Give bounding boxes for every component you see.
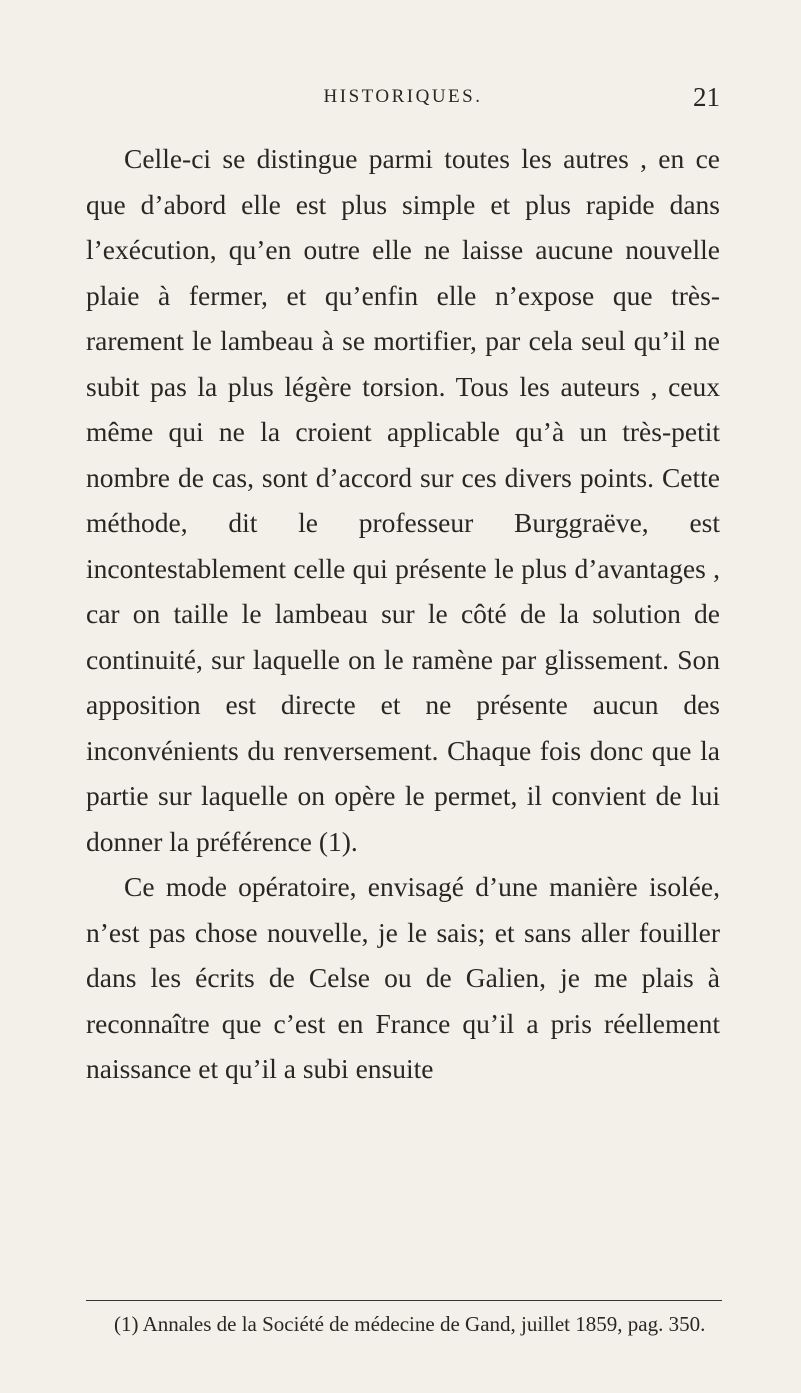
footnote: (1) Annales de la Société de médecine de Gand, juillet 1859, pag. 350. xyxy=(114,1312,706,1336)
body-text xyxy=(86,136,720,1092)
running-title: HISTORIQUES. xyxy=(323,86,483,107)
paragraph: Celle-ci se distingue parmi toutes les autres , en ce que d’abord elle est plus simple et plus rapide dans l’exécution, qu’en outre elle ne laisse aucune nouvelle plaie à fermer, et qu’enfin elle n’expose que très-rarement le lambeau à se mortifier, par cela seul qu’il ne subit pas la plus légère torsion. Tous les auteurs , ceux même qui ne la croient applicable qu’à un très-petit nombre de cas, sont d’accord sur ces divers points. Cette méthode, dit le professeur Burggraëve, est incontestablement celle qui présente le plus d’avantages , car on taille le lambeau sur le côté de la solution de continuité, sur laquelle on le ramène par glissement. Son apposition est directe et ne présente aucun des inconvénients du renversement. Chaque fois donc que la partie sur laquelle on opère le permet, il convient de lui donner la préférence (1). xyxy=(86,143,720,857)
footnote-divider xyxy=(86,1300,722,1301)
page-number: 21 xyxy=(693,82,720,112)
paragraph: Ce mode opératoire, envisagé d’une manière isolée, n’est pas chose nouvelle, je le sais; et sans aller fouiller dans les écrits de Celse ou de Galien, je me plais à reconnaître que c’est en France qu’il a pris réellement naissance et qu’il a subi ensuite xyxy=(86,871,720,1084)
running-head xyxy=(86,82,720,112)
